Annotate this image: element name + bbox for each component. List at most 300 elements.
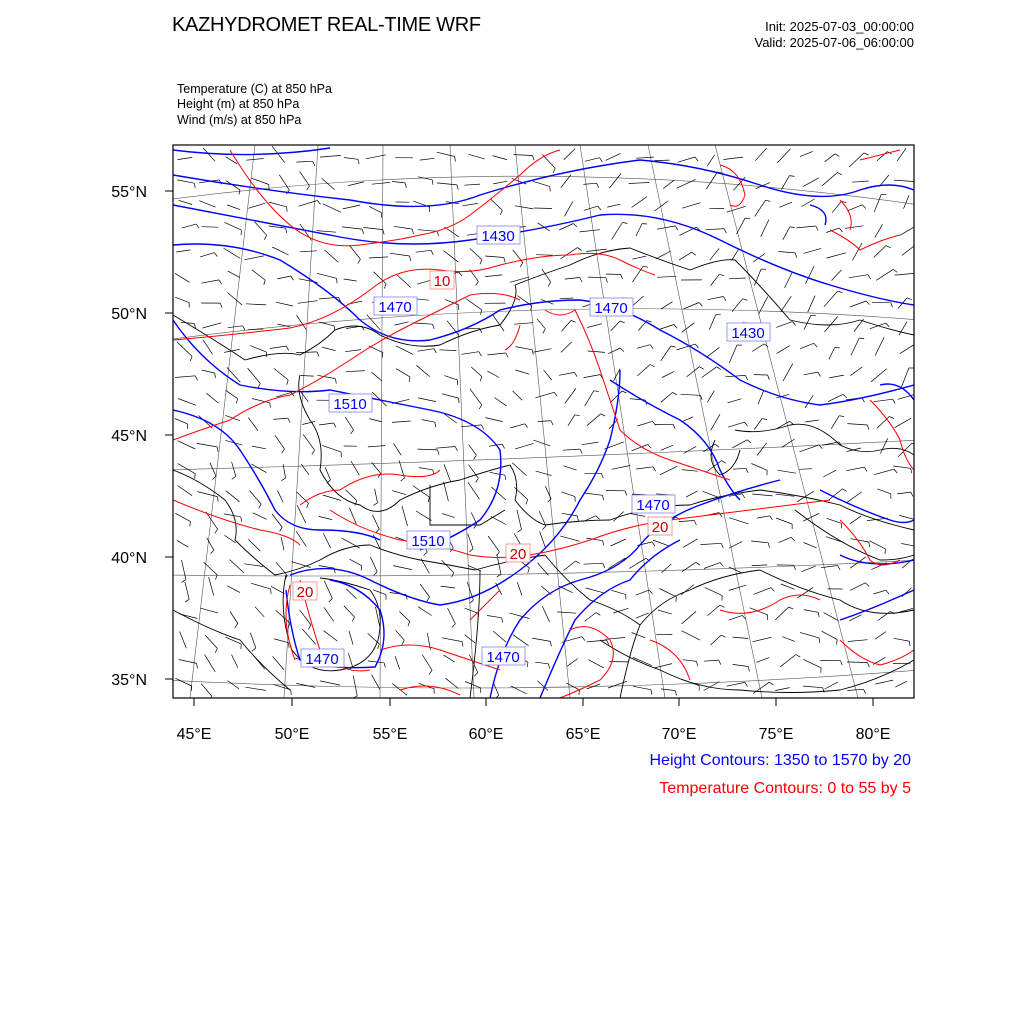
wind-barb [396, 346, 413, 355]
wind-barb [612, 466, 630, 470]
wind-barb-flag [886, 323, 889, 327]
wind-barb [681, 585, 694, 595]
wind-barb [345, 350, 361, 352]
wind-barb [895, 681, 907, 687]
wind-barb-flag [409, 377, 410, 382]
wind-barb-flag [528, 568, 530, 573]
wind-barb-flag [479, 405, 482, 409]
svg-text:1470: 1470 [305, 651, 339, 668]
wind-barb [303, 434, 314, 450]
wind-barb [702, 367, 717, 378]
wind-barb [487, 371, 499, 377]
wind-barb [637, 365, 650, 376]
wind-barb [632, 197, 647, 208]
wind-barb [492, 156, 507, 160]
wind-barb [732, 249, 739, 260]
wind-barb-flag [185, 599, 189, 602]
lat-label: 50°N [111, 306, 147, 323]
wind-barb [733, 664, 749, 666]
height-label [407, 531, 450, 550]
wind-barb-flag [358, 259, 361, 263]
wind-barb-flag [527, 662, 528, 667]
wind-barb [654, 160, 669, 161]
wind-barb-flag [500, 210, 502, 215]
wind-barb [515, 206, 534, 209]
wind-barb [877, 416, 889, 428]
wind-barb [829, 348, 835, 360]
wind-barb [700, 543, 721, 544]
wind-barb [375, 489, 378, 503]
wind-barb [561, 492, 575, 497]
wind-barb [564, 561, 576, 571]
wind-barb-flag [606, 278, 608, 283]
wind-barb [659, 589, 676, 597]
wind-barb [904, 195, 910, 208]
wind-barb-flag [885, 549, 886, 554]
wind-barb-flag [433, 324, 435, 329]
wind-barb-flag [232, 476, 236, 479]
wind-barb [205, 635, 217, 648]
wind-barb-flag [517, 529, 521, 532]
wind-barb [845, 226, 863, 229]
wind-barb-flag [455, 447, 457, 451]
wind-barb [611, 590, 625, 594]
wind-barb-flag [622, 391, 627, 393]
wind-barb [662, 564, 672, 573]
wind-barb-flag [195, 474, 196, 479]
wind-barb-flag [258, 384, 260, 388]
wind-barb [323, 204, 341, 213]
wind-barb-flag [236, 399, 237, 404]
wind-barb [210, 463, 216, 476]
wind-barb [317, 231, 336, 233]
wind-barb [611, 539, 626, 546]
wind-barb [877, 489, 890, 494]
wind-barb-flag [435, 422, 436, 427]
wind-barb-flag [795, 253, 796, 258]
wind-barb [228, 293, 243, 306]
wind-barb [397, 275, 411, 288]
wind-barb [470, 389, 482, 405]
wind-barb [444, 227, 459, 237]
wind-barb [751, 541, 768, 543]
wind-barb [297, 315, 307, 329]
wind-barb-flag [455, 157, 456, 162]
wind-barb [678, 157, 696, 162]
wind-barb [805, 420, 818, 422]
wind-barb [723, 157, 743, 159]
wind-barb [761, 219, 769, 236]
wind-barb [349, 245, 360, 259]
wind-barb [203, 148, 215, 161]
wind-barb [517, 510, 522, 530]
wind-barb [487, 616, 502, 618]
wind-barb [657, 276, 676, 277]
wind-barb [182, 560, 186, 580]
wind-barb-flag [673, 424, 675, 429]
wind-barb [369, 419, 382, 422]
wind-barb-flag [432, 180, 433, 185]
lat-label: 40°N [111, 550, 147, 567]
wind-barb-flag [746, 468, 748, 473]
wind-barb-flag [264, 280, 265, 285]
wind-barb [203, 323, 222, 328]
wind-barb [781, 176, 789, 190]
wind-barb [704, 563, 720, 569]
wind-barb [209, 577, 214, 596]
wind-barb [319, 322, 334, 326]
wind-barb [873, 590, 886, 594]
wind-barb-flag [842, 489, 846, 491]
wind-barb [682, 203, 700, 209]
wind-barb [679, 252, 692, 260]
wind-barb [413, 486, 430, 498]
wind-barb [245, 256, 264, 260]
wind-barb [535, 662, 548, 664]
svg-text:1510: 1510 [333, 396, 367, 413]
wind-barb [440, 350, 457, 351]
wind-barb-flag [838, 291, 843, 293]
wind-barb [175, 297, 189, 302]
wind-barb-flag [864, 689, 866, 694]
variable-temperature: Temperature (C) at 850 hPa [177, 82, 332, 96]
wind-barb [469, 444, 477, 455]
wind-barb-flag [864, 153, 869, 155]
wind-barb [686, 491, 698, 497]
wind-barb-flag [307, 503, 309, 508]
wind-barb-flag [575, 415, 580, 416]
svg-text:20: 20 [296, 584, 314, 601]
wind-barb [204, 562, 218, 575]
wind-barb-flag [241, 517, 242, 522]
wind-barb [588, 277, 606, 278]
wind-barb [778, 252, 795, 253]
wind-barb [874, 399, 893, 402]
wind-barb-flag [308, 625, 311, 629]
wind-barb-flag [474, 455, 477, 459]
wind-barb-flag [744, 422, 747, 426]
wind-barb-flag [217, 497, 218, 502]
wind-barb [368, 633, 380, 644]
wind-barb [825, 154, 835, 162]
wind-barb-flag [695, 157, 698, 161]
wind-barb-flag [768, 543, 769, 548]
wind-barb [178, 441, 196, 449]
wind-barb [584, 206, 598, 210]
wind-barb-flag [869, 542, 870, 547]
wind-barb [485, 418, 502, 422]
wind-barb [200, 253, 214, 257]
wind-barb-flag [579, 690, 580, 695]
variable-height: Height (m) at 850 hPa [177, 97, 300, 111]
wind-barb [633, 686, 651, 689]
wind-barb [875, 632, 886, 640]
lon-label: 70°E [661, 726, 697, 743]
wind-barb [274, 639, 288, 643]
wind-barb-flag [837, 173, 841, 175]
wind-barb-flag [548, 664, 549, 669]
wind-barb [703, 491, 719, 497]
wind-barb [751, 464, 767, 471]
wind-barb [684, 446, 697, 453]
wind-barb [707, 155, 714, 166]
wind-barb [319, 516, 332, 519]
wind-barb-flag [317, 201, 320, 205]
wind-barb [465, 635, 476, 643]
wind-barb [182, 224, 196, 228]
wind-barb [588, 351, 605, 352]
wind-barb [587, 324, 602, 328]
wind-barb [847, 205, 862, 211]
wind-barb [708, 605, 721, 616]
wind-barb [776, 518, 792, 524]
wind-barb [850, 367, 862, 376]
wind-barb [513, 391, 523, 400]
wind-barb [567, 659, 578, 667]
wind-barb [463, 203, 478, 205]
wind-barb [325, 250, 339, 262]
wind-barb [393, 443, 401, 455]
wind-barb [568, 415, 575, 426]
wind-barb [493, 181, 507, 184]
wind-barb [565, 389, 576, 404]
wind-barb [850, 301, 867, 307]
wind-barb [296, 161, 312, 162]
wind-barb [822, 631, 838, 639]
wind-barb-flag [373, 503, 377, 506]
wind-barb [272, 247, 288, 255]
wind-barb [175, 376, 195, 378]
height-label [374, 297, 417, 316]
wind-barb [178, 157, 193, 159]
wind-barb [175, 419, 188, 424]
wind-barb-flag [482, 425, 484, 430]
wind-barb-flag [504, 258, 505, 263]
wind-barb [202, 370, 215, 373]
wind-barb [562, 513, 578, 516]
wind-barb [831, 416, 839, 429]
wind-barb-flag [719, 274, 724, 275]
wind-barb [323, 495, 341, 501]
wind-barb [565, 202, 573, 217]
svg-text:1470: 1470 [486, 649, 520, 666]
wind-barb [679, 521, 695, 522]
wind-barb [561, 321, 571, 332]
wind-barb [711, 274, 720, 285]
wind-barb [350, 559, 362, 566]
wind-barb-flag [894, 469, 897, 473]
wind-barb-flag [287, 380, 289, 385]
wind-barb [372, 462, 381, 473]
wind-barb-flag [361, 566, 362, 571]
wind-barb [399, 611, 410, 621]
wind-barb-flag [408, 622, 410, 627]
wind-barb-flag [543, 329, 546, 333]
wind-barb [420, 158, 435, 160]
wind-barb-flag [909, 641, 910, 646]
wind-barb [825, 682, 838, 689]
wind-barb [297, 492, 309, 503]
wind-barb [804, 315, 811, 329]
wind-barb [225, 535, 236, 543]
wind-barb [901, 544, 915, 547]
wind-barb [461, 425, 482, 427]
wind-barb [752, 494, 772, 496]
wind-barb [826, 253, 846, 258]
wind-barb [226, 157, 238, 164]
wind-barb [537, 319, 545, 329]
wind-barb [418, 349, 434, 352]
wind-barb [847, 424, 867, 425]
wind-barb [442, 394, 459, 398]
wind-barb-flag [452, 573, 454, 578]
wind-barb-flag [271, 589, 272, 594]
wind-barb [706, 347, 719, 357]
wind-barb [545, 486, 551, 499]
lon-label: 65°E [565, 726, 601, 743]
svg-text:1470: 1470 [378, 299, 412, 316]
chart-title: KAZHYDROMET REAL-TIME WRF [172, 14, 481, 36]
wind-barb [661, 302, 673, 309]
wind-barb [733, 468, 746, 469]
wind-barb [661, 346, 671, 361]
wind-barb-flag [217, 447, 218, 452]
wind-barb-flag [643, 266, 648, 267]
wind-barb [583, 183, 596, 184]
wind-barb [248, 203, 265, 208]
wind-barb [566, 683, 579, 690]
wind-barb [255, 607, 264, 617]
wind-barb [750, 608, 768, 615]
wind-barb [822, 173, 837, 186]
wind-barb-flag [424, 552, 428, 555]
wind-barb-flag [747, 440, 751, 443]
wind-barb [444, 482, 449, 502]
wind-barb-flag [412, 229, 413, 234]
wind-barb-flag [699, 367, 703, 370]
wind-barb [319, 423, 334, 425]
wind-barb [323, 533, 330, 548]
wind-barb [390, 253, 410, 256]
wind-barb [226, 637, 242, 644]
wind-barb [662, 372, 674, 378]
wind-barb [227, 205, 240, 210]
wind-barb-flag [816, 226, 818, 230]
wind-barb-flag [286, 228, 287, 233]
wind-barb [319, 566, 335, 569]
wind-barb [832, 201, 842, 213]
wind-barb-flag [745, 682, 748, 686]
wind-barb-flag [743, 299, 748, 301]
wind-barb [203, 340, 212, 354]
wind-barb [248, 329, 263, 330]
wind-barb [533, 440, 550, 446]
wind-barb-flag [748, 667, 749, 672]
wind-barb-flag [674, 325, 677, 329]
wind-barb [899, 515, 914, 519]
wind-barb-flag [580, 449, 582, 454]
wind-barb [636, 224, 642, 237]
wind-barb [585, 613, 597, 622]
wind-barb [469, 154, 485, 159]
lon-label: 55°E [372, 726, 408, 743]
wind-barb [824, 291, 838, 307]
wind-barb-flag [286, 346, 289, 350]
wind-barb [300, 171, 310, 185]
height-label [301, 649, 344, 668]
wind-barb [270, 346, 286, 348]
wind-barb [351, 461, 359, 475]
wind-barb [732, 299, 743, 312]
wind-barb-flag [525, 424, 528, 428]
wind-barb [437, 152, 455, 156]
wind-barb [232, 655, 238, 668]
wind-barb [395, 656, 400, 669]
wind-barb [322, 347, 336, 350]
wind-barb [777, 149, 790, 163]
wind-barb [729, 278, 746, 279]
wind-barb [753, 637, 772, 642]
wind-barb [369, 206, 382, 212]
wind-barb-flag [502, 618, 503, 623]
wind-barb-flag [625, 491, 627, 496]
wind-barb-flag [818, 612, 819, 617]
wind-barb [851, 539, 869, 542]
wind-barb [515, 370, 529, 374]
wind-barb [656, 251, 671, 259]
wind-barb [279, 175, 289, 190]
wind-barb [199, 201, 215, 208]
wind-barb [374, 272, 387, 284]
wind-barb [488, 536, 499, 552]
wind-barb [737, 218, 746, 234]
lat-label: 45°N [111, 428, 147, 445]
svg-text:10: 10 [433, 273, 451, 290]
wind-barb [251, 178, 268, 184]
wind-barb-flag [427, 597, 430, 601]
wind-barb-flag [212, 476, 216, 480]
wind-barb [710, 635, 721, 645]
svg-text:1430: 1430 [481, 228, 515, 245]
wind-barb [513, 635, 529, 646]
wind-barb [348, 182, 364, 186]
wind-barb [727, 206, 746, 212]
wind-barb [850, 516, 861, 524]
wind-barb [542, 606, 549, 622]
wind-barb-flag [190, 356, 192, 361]
wind-barb [532, 638, 550, 641]
wind-barb [611, 321, 620, 331]
wind-barb [516, 347, 533, 350]
wind-barb [344, 606, 355, 617]
wind-barb-flag [790, 176, 795, 177]
svg-text:1470: 1470 [594, 300, 628, 317]
lon-label: 45°E [176, 726, 212, 743]
wind-barb [297, 505, 306, 523]
wind-barb [661, 445, 673, 450]
wind-barb [419, 468, 433, 470]
wind-barb [363, 228, 383, 230]
wind-barb [728, 422, 744, 427]
wind-barb-flag [288, 418, 290, 422]
wind-barb [876, 269, 893, 280]
wind-barb-flag [790, 421, 794, 424]
wind-barb [729, 345, 737, 363]
wind-barb-flag [607, 640, 609, 645]
wind-barb-flag [745, 218, 750, 219]
wind-barb [608, 348, 620, 354]
wind-barb [464, 184, 480, 185]
